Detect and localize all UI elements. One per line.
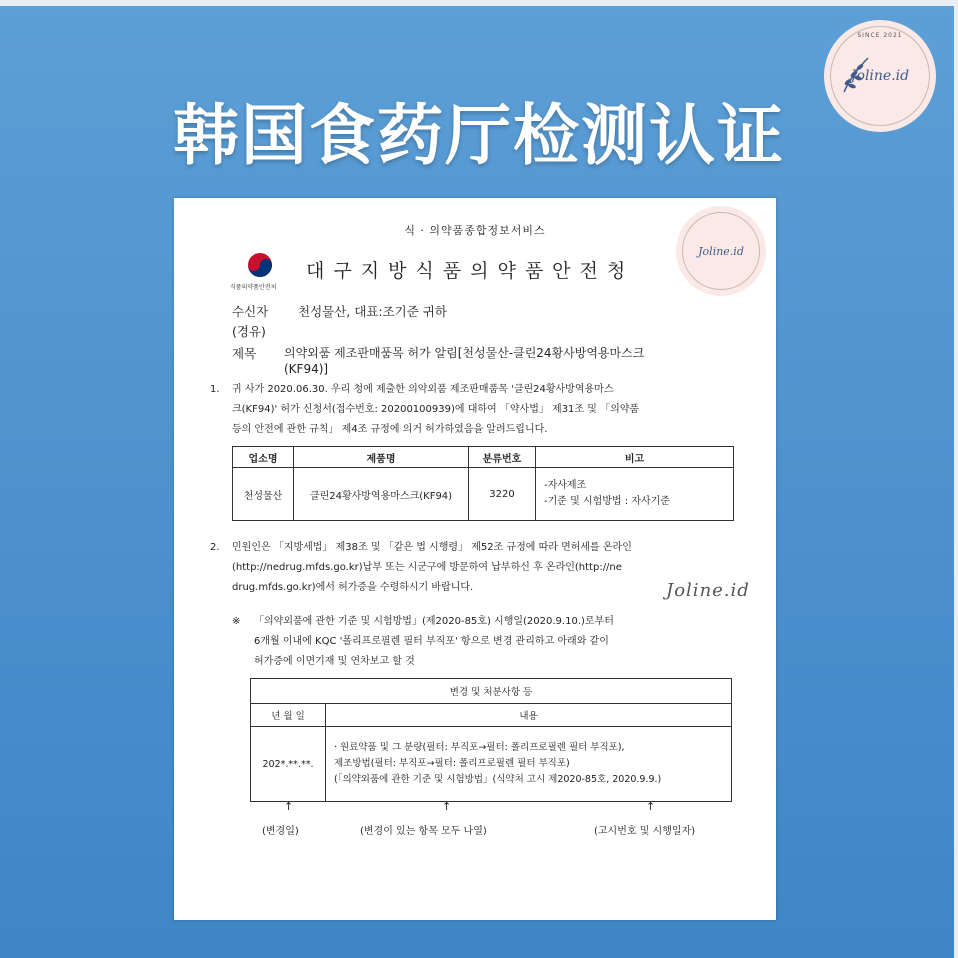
service-header: 식 · 의약품종합정보서비스 xyxy=(404,224,546,237)
footnote: (고시번호 및 시행일자) xyxy=(594,826,696,837)
taegeuk-emblem-icon xyxy=(246,251,274,279)
note-line: 「의약외품에 관한 기준 및 시험방법」(제2020-85호) 시행일(2020.9.10.)로부터 xyxy=(254,616,614,627)
footnote: (변경일) xyxy=(262,826,299,837)
arrow-up-icon: ↑ xyxy=(646,800,656,813)
note-mark: ※ xyxy=(232,616,241,627)
permit-header: 비고 xyxy=(536,447,734,468)
permit-remark-line: -기준 및 시험방법 : 자사기준 xyxy=(544,496,670,507)
permit-table xyxy=(232,446,734,521)
permit-company: 천성물산 xyxy=(233,468,294,521)
joline-logo-small xyxy=(676,206,766,296)
paragraph-1-line: 등의 안전에 관한 규칙」 제4조 규정에 의거 허가하였음을 알려드립니다. xyxy=(232,424,548,435)
emblem-text: 식품의약품안전처 xyxy=(230,284,277,291)
paragraph-2-line: (http://nedrug.mfds.go.kr)납부 또는 시군구에 방문하여 납부하신 후 온라인(http://ne xyxy=(232,562,622,573)
table-row xyxy=(251,727,732,802)
via: (경유) xyxy=(232,324,266,339)
permit-header: 제품명 xyxy=(294,447,469,468)
paragraph-1-line: 크(KF94)' 허가 신청서(접수번호: 20200100939)에 대하여 「약사법」 제31조 및 「의약품 xyxy=(232,404,640,415)
paragraph-1-number: 1. xyxy=(210,384,220,395)
note-line: 6개월 이내에 KQC '폴리프로필렌 필터 부직포' 항으로 변경 관리하고 아래와 같이 xyxy=(254,636,609,647)
arrow-up-icon: ↑ xyxy=(284,800,294,813)
note-paragraph xyxy=(232,612,750,672)
logo-since: SINCE 2021 xyxy=(857,32,903,39)
footnote: (변경이 있는 항목 모두 나열) xyxy=(360,826,487,837)
paragraph-2-line: drug.mfds.go.kr)에서 허가증을 수령하시기 바랍니다. xyxy=(232,582,474,593)
changes-caption: 변경 및 처분사항 등 xyxy=(251,679,732,704)
changes-line: · 원료약품 및 그 분량(필터: 부직포→필터: 폴리프로필렌 필터 부직포), xyxy=(334,742,625,753)
permit-document xyxy=(174,198,776,920)
changes-header: 년 월 일 xyxy=(251,704,326,727)
top-border xyxy=(0,0,958,6)
permit-remark xyxy=(536,468,734,521)
changes-date: 202*.**.**. xyxy=(251,727,326,802)
agency-name: 대구지방식품의약품안전청 xyxy=(306,260,635,282)
subject-line2: (KF94)] xyxy=(284,362,329,376)
permit-header: 업소명 xyxy=(233,447,294,468)
changes-content xyxy=(326,727,732,802)
logo-script: Joline.id xyxy=(850,68,910,84)
subject-line1: 의약외품 제조판매품목 허가 알림[천성물산-클린24황사방역용마스크 xyxy=(284,346,645,360)
permit-product: 클린24황사방역용마스크(KF94) xyxy=(294,468,469,521)
joline-logo xyxy=(824,20,936,132)
watermark: Joline.id xyxy=(666,580,750,601)
changes-line: 제조방법(필터: 부직포→필터: 폴리프로필렌 필터 부직포) xyxy=(334,758,570,769)
permit-code: 3220 xyxy=(469,468,536,521)
paragraph-2-number: 2. xyxy=(210,542,220,553)
arrow-up-icon: ↑ xyxy=(442,800,452,813)
banner-title: 韩国食药厅检测认证 xyxy=(173,97,785,174)
logo-small-script: Joline.id xyxy=(698,244,744,258)
table-row xyxy=(233,468,734,521)
note-line: 허가증에 이면기재 및 연차보고 할 것 xyxy=(254,656,415,667)
permit-header: 분류번호 xyxy=(469,447,536,468)
recipient: 천성물산, 대표:조기준 귀하 xyxy=(298,304,447,319)
paragraph-1-line: 귀 사가 2020.06.30. 우리 청에 제출한 의약외품 제조판매품목 '클린24황사방역용마스 xyxy=(232,384,614,395)
subject-label: 제목 xyxy=(232,346,257,361)
changes-line: (「의약외품에 관한 기준 및 시험방법」(식약처 고시 제2020-85호, 2020.9.9.) xyxy=(334,774,662,785)
changes-table xyxy=(250,678,732,802)
paragraph-1 xyxy=(210,380,742,440)
changes-header: 내용 xyxy=(326,704,732,727)
recipient-label: 수신자 xyxy=(232,304,269,319)
paragraph-2-line: 민원인은 「지방세법」 제38조 및 「같은 법 시행령」 제52조 규정에 따라 면허세를 온라인 xyxy=(232,542,632,553)
permit-remark-line: -자사제조 xyxy=(544,480,587,491)
